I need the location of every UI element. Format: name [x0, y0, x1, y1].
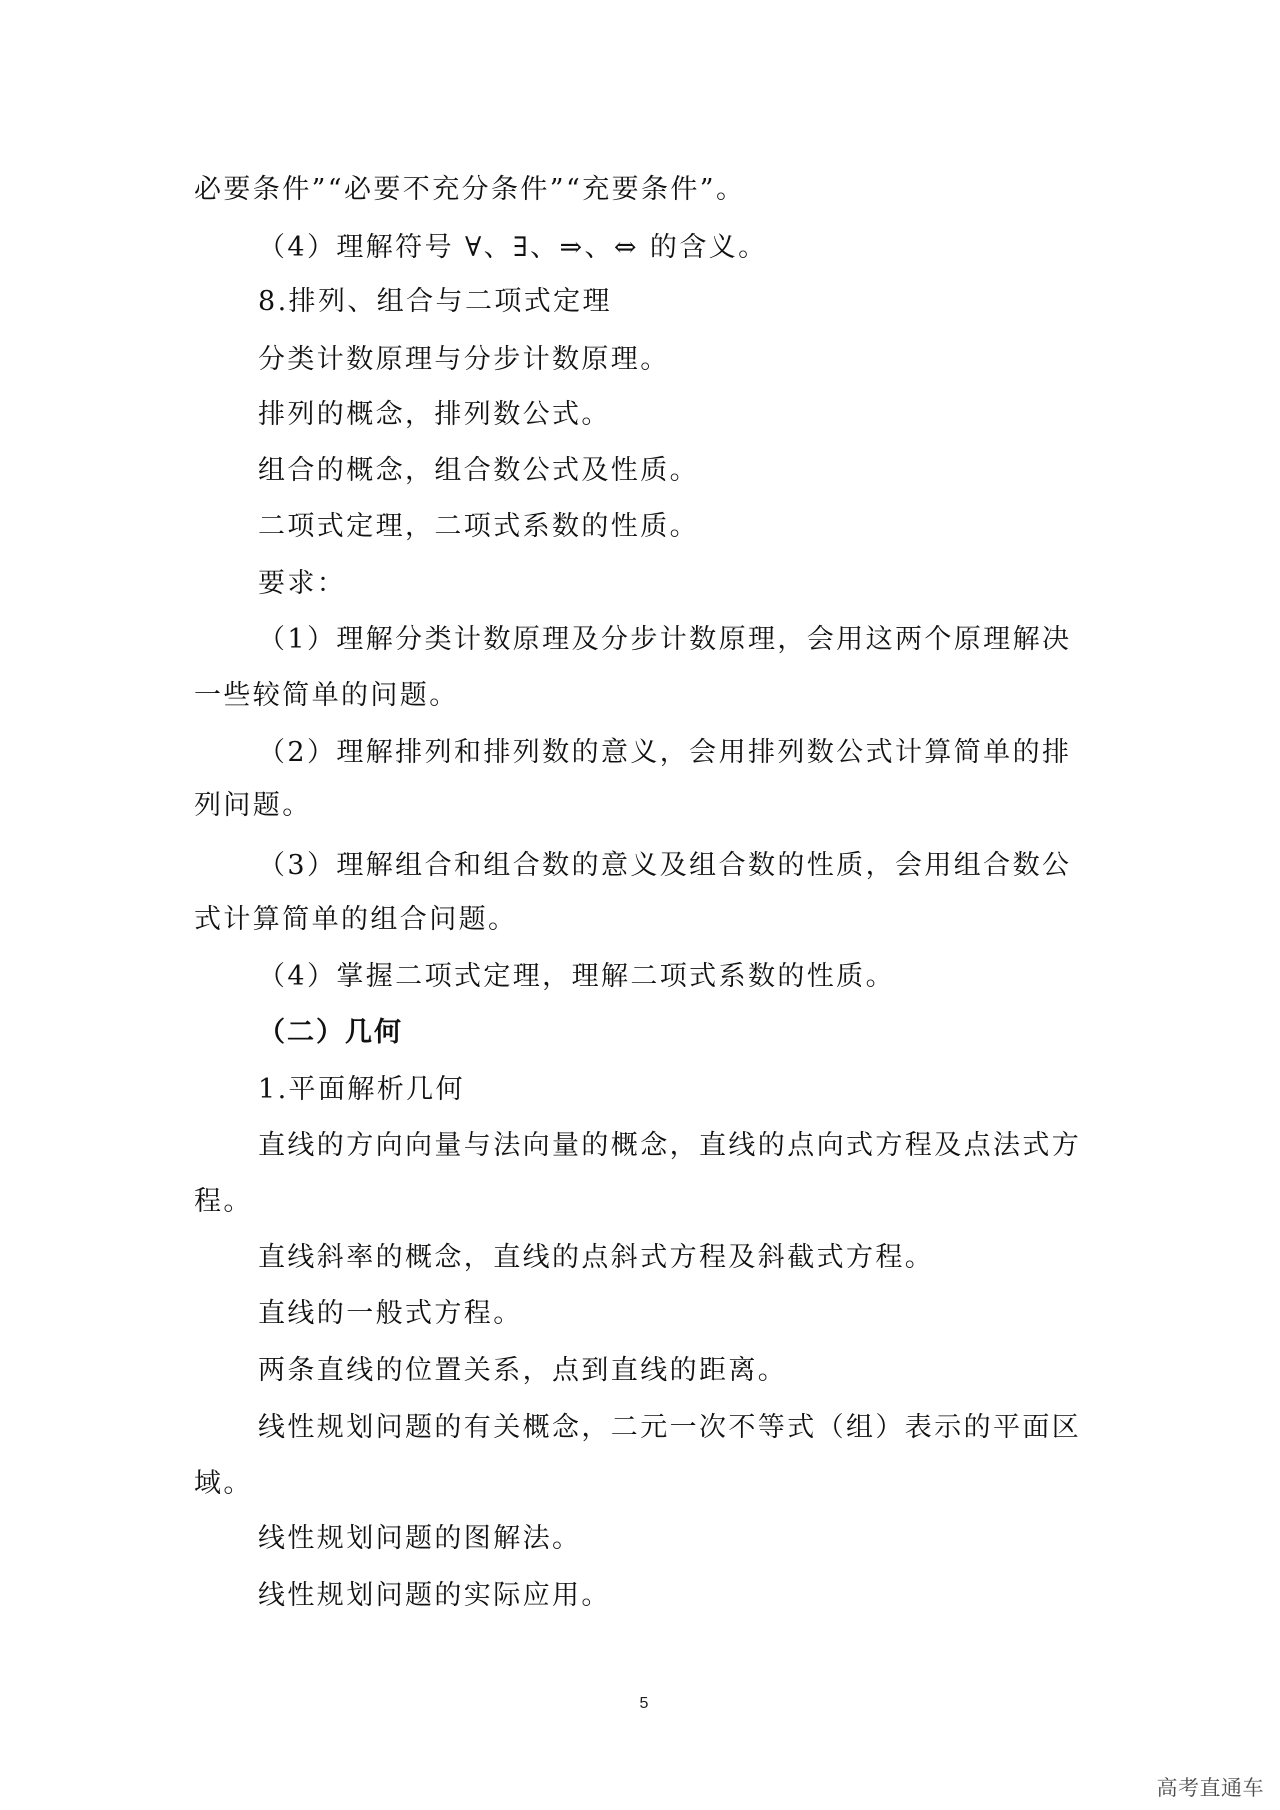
doc-line: 直线的方向向量与法向量的概念，直线的点向式方程及点法式方	[258, 1130, 1082, 1161]
doc-line-requirement: （4）掌握二项式定理，理解二项式系数的性质。	[258, 961, 895, 992]
subsection-heading-analytic-geometry: 1.平面解析几何	[258, 1074, 465, 1105]
doc-line: 直线的一般式方程。	[258, 1298, 523, 1329]
doc-line: 线性规划问题的实际应用。	[258, 1580, 611, 1611]
doc-line: 组合的概念，组合数公式及性质。	[258, 455, 699, 486]
doc-line-continuation: 一些较简单的问题。	[194, 680, 459, 711]
doc-line-requirement: （2）理解排列和排列数的意义，会用排列数公式计算简单的排	[258, 737, 1072, 768]
doc-line-requirement: （3）理解组合和组合数的意义及组合数的性质，会用组合数公	[258, 850, 1072, 881]
section-heading-permutation-combination: 8.排列、组合与二项式定理	[258, 286, 612, 317]
doc-line: 分类计数原理与分步计数原理。	[258, 344, 670, 375]
doc-line-requirement: （4）理解符号 ∀、∃、⇒、⇔ 的含义。	[258, 232, 768, 263]
section-heading-geometry: （二）几何	[258, 1017, 403, 1048]
doc-line-continuation: 必要条件”“必要不充分条件”“充要条件”。	[194, 174, 746, 205]
doc-line-continuation: 列问题。	[194, 790, 312, 821]
doc-line-continuation: 式计算简单的组合问题。	[194, 904, 518, 935]
doc-line: 两条直线的位置关系，点到直线的距离。	[258, 1355, 788, 1386]
watermark-text: 高考直通车	[1156, 1777, 1264, 1800]
doc-line: 排列的概念，排列数公式。	[258, 399, 611, 430]
doc-line-requirement: （1）理解分类计数原理及分步计数原理，会用这两个原理解决	[258, 624, 1072, 655]
doc-line-continuation: 域。	[194, 1468, 253, 1499]
doc-line: 二项式定理，二项式系数的性质。	[258, 511, 699, 542]
doc-line: 线性规划问题的有关概念，二元一次不等式（组）表示的平面区	[258, 1412, 1082, 1443]
doc-line: 线性规划问题的图解法。	[258, 1523, 582, 1554]
doc-line: 直线斜率的概念，直线的点斜式方程及斜截式方程。	[258, 1242, 935, 1273]
doc-line-continuation: 程。	[194, 1186, 253, 1217]
requirements-label: 要求：	[258, 568, 347, 599]
page-number: 5	[639, 1695, 649, 1712]
